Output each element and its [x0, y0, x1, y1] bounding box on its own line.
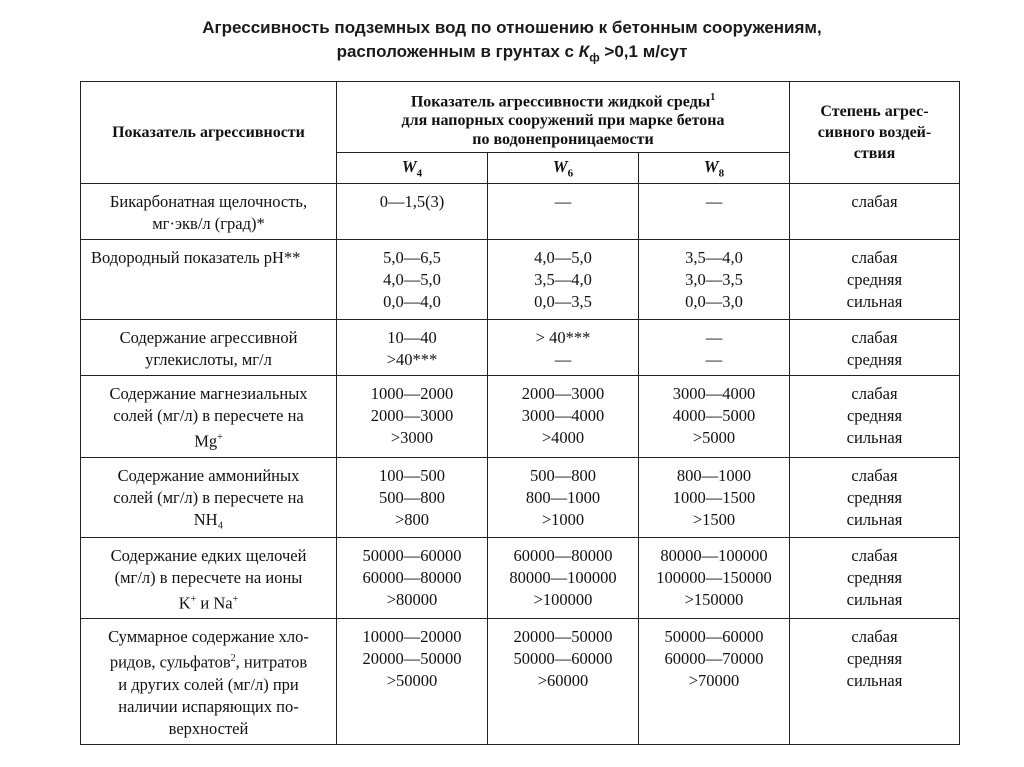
header-liquid-line-1: Показатель агрессивности жидкой среды$^1$ — [410, 92, 716, 111]
w8-cell: — — — [639, 320, 790, 376]
w8-cell: — — [639, 184, 790, 240]
w4-cell: 10000—20000 20000—50000 >50000 — [337, 619, 488, 745]
w4-cell: 10—40 >40*** — [337, 320, 488, 376]
indicator-cell: Водородный показатель pH** — [81, 240, 337, 320]
table-row — [81, 537, 960, 619]
w6-cell: 2000—3000 3000—4000 >4000 — [488, 376, 639, 458]
header-liquid-footnote: 1 — [710, 92, 716, 103]
header-degree — [790, 82, 960, 184]
w4-cell: 5,0—6,5 4,0—5,0 0,0—4,0 — [337, 240, 488, 320]
degree-cell: слабая средняя сильная — [790, 240, 960, 320]
indicator-cell: Содержание агрессивной углекислоты, мг/л — [81, 320, 337, 376]
indicator-cell: Бикарбонатная щелочность, мг·экв/л (град)* — [81, 184, 337, 240]
w8-cell: 80000—100000 100000—150000 >150000 — [639, 537, 790, 619]
grade-w4: $W_4$ — [337, 153, 488, 184]
indicator-cell: Содержание магнезиальных солей (мг/л) в пересчете на Mg+ — [81, 376, 337, 458]
title-line-2 — [0, 40, 1024, 69]
table-row — [81, 376, 960, 458]
w6-cell: 4,0—5,0 3,5—4,0 0,0—3,5 — [488, 240, 639, 320]
grade-w6: $W_6$ — [488, 153, 639, 184]
w4-cell: 50000—60000 60000—80000 >80000 — [337, 537, 488, 619]
degree-cell: слабая средняя сильная — [790, 376, 960, 458]
w6-cell: 60000—80000 80000—100000 >100000 — [488, 537, 639, 619]
w8-cell: 3000—4000 4000—5000 >5000 — [639, 376, 790, 458]
w6-cell: 20000—50000 50000—60000 >60000 — [488, 619, 639, 745]
title-line-1: Агрессивность подземных вод по отношению к бетонным сооружениям, — [202, 18, 822, 37]
w6-cell: 500—800 800—1000 >1000 — [488, 457, 639, 537]
header-liquid-line-3: по водонепроницаемости — [472, 131, 654, 149]
k-symbol: К — [578, 42, 590, 61]
degree-cell: слабая средняя сильная — [790, 457, 960, 537]
header-degree-line-1: Степень агрес- — [820, 103, 929, 120]
degree-cell: слабая средняя сильная — [790, 619, 960, 745]
indicator-cell: Содержание аммонийных солей (мг/л) в пересчете на NH₄ — [81, 457, 337, 537]
header-degree-line-3: ствия — [853, 145, 896, 162]
w8-cell: 3,5—4,0 3,0—3,5 0,0—3,0 — [639, 240, 790, 320]
degree-cell: слабая средняя — [790, 320, 960, 376]
w4-cell: 1000—2000 2000—3000 >3000 — [337, 376, 488, 458]
indicator-cell: Содержание едких щелочей (мг/л) в пересчете на ионы K+ и Na+ — [81, 537, 337, 619]
table-row — [81, 184, 960, 240]
w6-cell: — — [488, 184, 639, 240]
w4-cell: 100—500 500—800 >800 — [337, 457, 488, 537]
table-row — [81, 457, 960, 537]
header-degree-line-2: сивного воздей- — [817, 124, 932, 141]
table-row — [81, 619, 960, 745]
header-indicator: Показатель агрессивности — [81, 82, 337, 184]
w6-cell: > 40*** — — [488, 320, 639, 376]
k-subscript: ф — [589, 50, 600, 65]
degree-cell: слабая — [790, 184, 960, 240]
header-liquid-line-2: для напорных сооружений при марке бетона — [401, 112, 725, 130]
aggressiveness-table — [80, 81, 960, 745]
title-line-2-pre: расположенным в грунтах с — [336, 42, 579, 61]
table-row — [81, 320, 960, 376]
indicator-cell: Суммарное содержание хло- ридов, сульфатов$^2$, нитратов и других солей (мг/л) при наличии испаряющих по- верхностей — [81, 619, 337, 745]
table-row — [81, 240, 960, 320]
degree-cell: слабая средняя сильная — [790, 537, 960, 619]
w4-cell: 0—1,5(3) — [337, 184, 488, 240]
header-liquid-medium — [337, 82, 790, 153]
w8-cell: 800—1000 1000—1500 >1500 — [639, 457, 790, 537]
grade-w8: $W_8$ — [639, 153, 790, 184]
table-title — [0, 16, 1024, 69]
w8-cell: 50000—60000 60000—70000 >70000 — [639, 619, 790, 745]
title-line-2-post: >0,1 м/сут — [599, 42, 688, 61]
